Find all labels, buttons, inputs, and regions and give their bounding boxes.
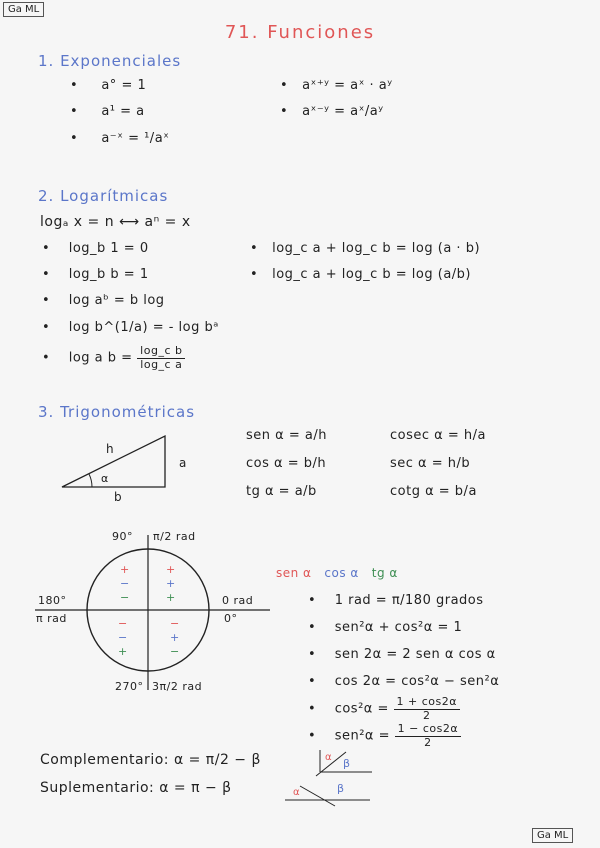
ratio-cotg: cotg α = b/a	[390, 484, 477, 499]
log-definition: logₐ x = n ⟷ aⁿ = x	[40, 214, 191, 230]
identity-item: • 1 rad = π/180 grados	[308, 593, 484, 608]
page-title: 71. Funciones	[224, 22, 376, 43]
log-item: • log b^(1/a) = - log bᵃ	[42, 320, 219, 335]
q1-cos-sign: +	[166, 577, 176, 590]
ratio-cosec: cosec α = h/a	[390, 428, 486, 443]
legend-cos: cos α	[324, 566, 359, 580]
log-item: • log_c a + log_c b = log (a · b)	[250, 241, 481, 256]
log-change-base: • log a b = $\frac{\text{log\_c b}}{\text{log\_c a}}$	[42, 345, 185, 371]
label-0rad: 0 rad	[222, 594, 254, 607]
q4-tg-sign: −	[170, 645, 180, 658]
q4-cos-sign: +	[170, 631, 180, 644]
ratio-cos: cos α = b/h	[246, 456, 327, 471]
label-3pi-half: 3π/2 rad	[152, 680, 203, 693]
q1-sen-sign: +	[166, 563, 176, 576]
label-pi-half: π/2 rad	[153, 530, 196, 543]
exp-item: • a° = 1	[70, 78, 147, 93]
q4-sen-sign: −	[170, 617, 180, 630]
suplementario-formula: Suplementario: α = π − β	[40, 780, 232, 796]
label-pi-rad: π rad	[36, 612, 67, 625]
triangle-label-h: h	[106, 442, 115, 456]
identity-item: • sen²α + cos²α = 1	[308, 620, 463, 635]
identity-item: • cos 2α = cos²α − sen²α	[308, 674, 500, 689]
section-exponenciales-heading: 1. Exponenciales	[38, 52, 182, 70]
exp-item: • aˣ⁺ʸ = aˣ · aʸ	[280, 78, 393, 93]
author-tag-bottom: Ga ML	[532, 828, 573, 843]
complementario-formula: Complementario: α = π/2 − β	[40, 752, 261, 768]
ratio-sec: sec α = h/b	[390, 456, 471, 471]
sign-legend	[276, 566, 398, 580]
q2-tg-sign: −	[120, 591, 130, 604]
identity-sen-squared: • sen²α = $\frac{1 - \cos 2\alpha}{2}$	[308, 723, 461, 749]
label-270deg: 270°	[115, 680, 144, 693]
legend-sen: sen α	[276, 566, 312, 580]
q3-cos-sign: −	[118, 631, 128, 644]
label-180deg: 180°	[38, 594, 67, 607]
label-90deg: 90°	[112, 530, 133, 543]
supp-ray	[300, 786, 335, 806]
log-item: • log_b b = 1	[42, 267, 149, 282]
identity-item: • sen 2α = 2 sen α cos α	[308, 647, 496, 662]
comp-alpha-label: α	[325, 752, 333, 763]
log-item: • log_c a + log_c b = log (a/b)	[250, 267, 471, 282]
identity-cos-squared: • cos²α = $\frac{1 + \cos 2\alpha}{2}$	[308, 696, 460, 722]
q3-sen-sign: −	[118, 617, 128, 630]
legend-tg: tg α	[371, 566, 398, 580]
section-logaritmicas-heading: 2. Logarítmicas	[38, 187, 169, 205]
triangle-label-a: a	[179, 456, 187, 470]
supp-alpha-label: α	[293, 787, 301, 798]
triangle-label-b: b	[114, 490, 123, 504]
q1-tg-sign: +	[166, 591, 176, 604]
q2-cos-sign: −	[120, 577, 130, 590]
supp-beta-label: β	[337, 782, 345, 795]
label-0deg: 0°	[224, 612, 238, 625]
angle-arc	[89, 474, 92, 487]
ratio-sen: sen α = a/h	[246, 428, 327, 443]
exp-item: • aˣ⁻ʸ = aˣ/aʸ	[280, 104, 384, 119]
section-trigonometricas-heading: 3. Trigonométricas	[38, 403, 196, 421]
log-item: • log_b 1 = 0	[42, 241, 149, 256]
author-tag-top: Ga ML	[3, 2, 44, 17]
log-item: • log aᵇ = b log	[42, 293, 165, 308]
q3-tg-sign: +	[118, 645, 128, 658]
exp-item: • a⁻ˣ = ¹/aˣ	[70, 131, 170, 146]
triangle-label-alpha: α	[101, 472, 109, 485]
comp-beta-label: β	[343, 757, 351, 770]
q2-sen-sign: +	[120, 563, 130, 576]
exp-item: • a¹ = a	[70, 104, 145, 119]
ratio-tg: tg α = a/b	[246, 484, 317, 499]
